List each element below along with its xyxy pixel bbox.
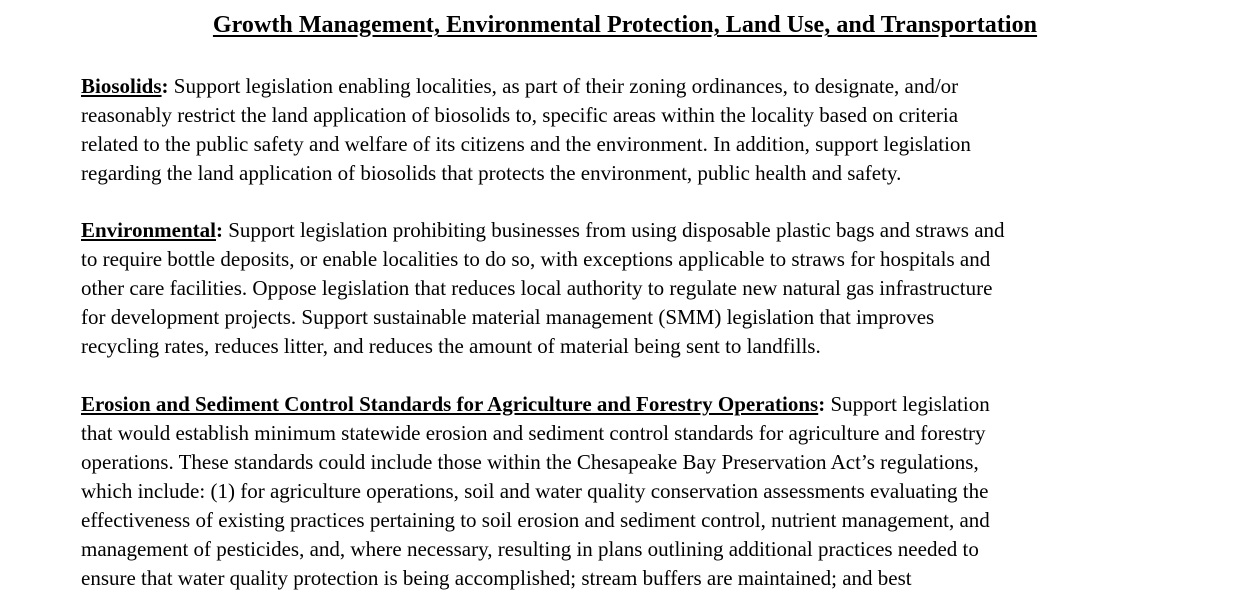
section-heading: Environmental	[81, 218, 216, 242]
section-environmental	[81, 216, 1181, 361]
heading-colon: :	[818, 392, 826, 416]
section-text-line: ensure that water quality protection is being accomplished; stream buffers are maintained; and best	[81, 566, 912, 590]
section-erosion-sediment-control	[81, 390, 1181, 593]
section-first-line	[81, 72, 1181, 101]
section-text-line: operations. These standards could include those within the Chesapeake Bay Preservation Act’s regulations,	[81, 450, 979, 474]
section-text-line: related to the public safety and welfare of its citizens and the environment. In addition, support legislation	[81, 132, 971, 156]
section-text-line: management of pesticides, and, where necessary, resulting in plans outlining additional practices needed to	[81, 537, 979, 561]
section-text-line: to require bottle deposits, or enable localities to do so, with exceptions applicable to straws for hospitals and	[81, 247, 991, 271]
heading-colon: :	[161, 74, 169, 98]
section-text-line: regarding the land application of biosolids that protects the environment, public health and safety.	[81, 161, 902, 185]
section-biosolids	[81, 72, 1181, 188]
section-text: Support legislation	[825, 392, 990, 416]
section-first-line	[81, 216, 1181, 245]
section-text-line: recycling rates, reduces litter, and reduces the amount of material being sent to landfills.	[81, 334, 821, 358]
section-text-line: that would establish minimum statewide erosion and sediment control standards for agriculture and forestry	[81, 421, 986, 445]
section-text-line: which include: (1) for agriculture operations, soil and water quality conservation assessments evaluating the	[81, 479, 989, 503]
section-text-line: other care facilities. Oppose legislation that reduces local authority to regulate new natural gas infrastructure	[81, 276, 993, 300]
section-text-line: for development projects. Support sustainable material management (SMM) legislation that improves	[81, 305, 935, 329]
document-title: Growth Management, Environmental Protection, Land Use, and Transportation	[212, 12, 1038, 38]
section-heading: Erosion and Sediment Control Standards for Agriculture and Forestry Operations	[81, 392, 819, 416]
section-heading: Biosolids	[81, 74, 162, 98]
section-text: Support legislation prohibiting businesses from using disposable plastic bags and straws and	[222, 218, 1005, 242]
section-text: Support legislation enabling localities, as part of their zoning ordinances, to designate, and/or	[168, 74, 959, 98]
heading-colon: :	[215, 218, 223, 242]
section-first-line	[81, 390, 1181, 419]
section-text-line: reasonably restrict the land application of biosolids to, specific areas within the locality based on criteria	[81, 103, 959, 127]
section-text-line: effectiveness of existing practices pertaining to soil erosion and sediment control, nutrient management, and	[81, 508, 990, 532]
